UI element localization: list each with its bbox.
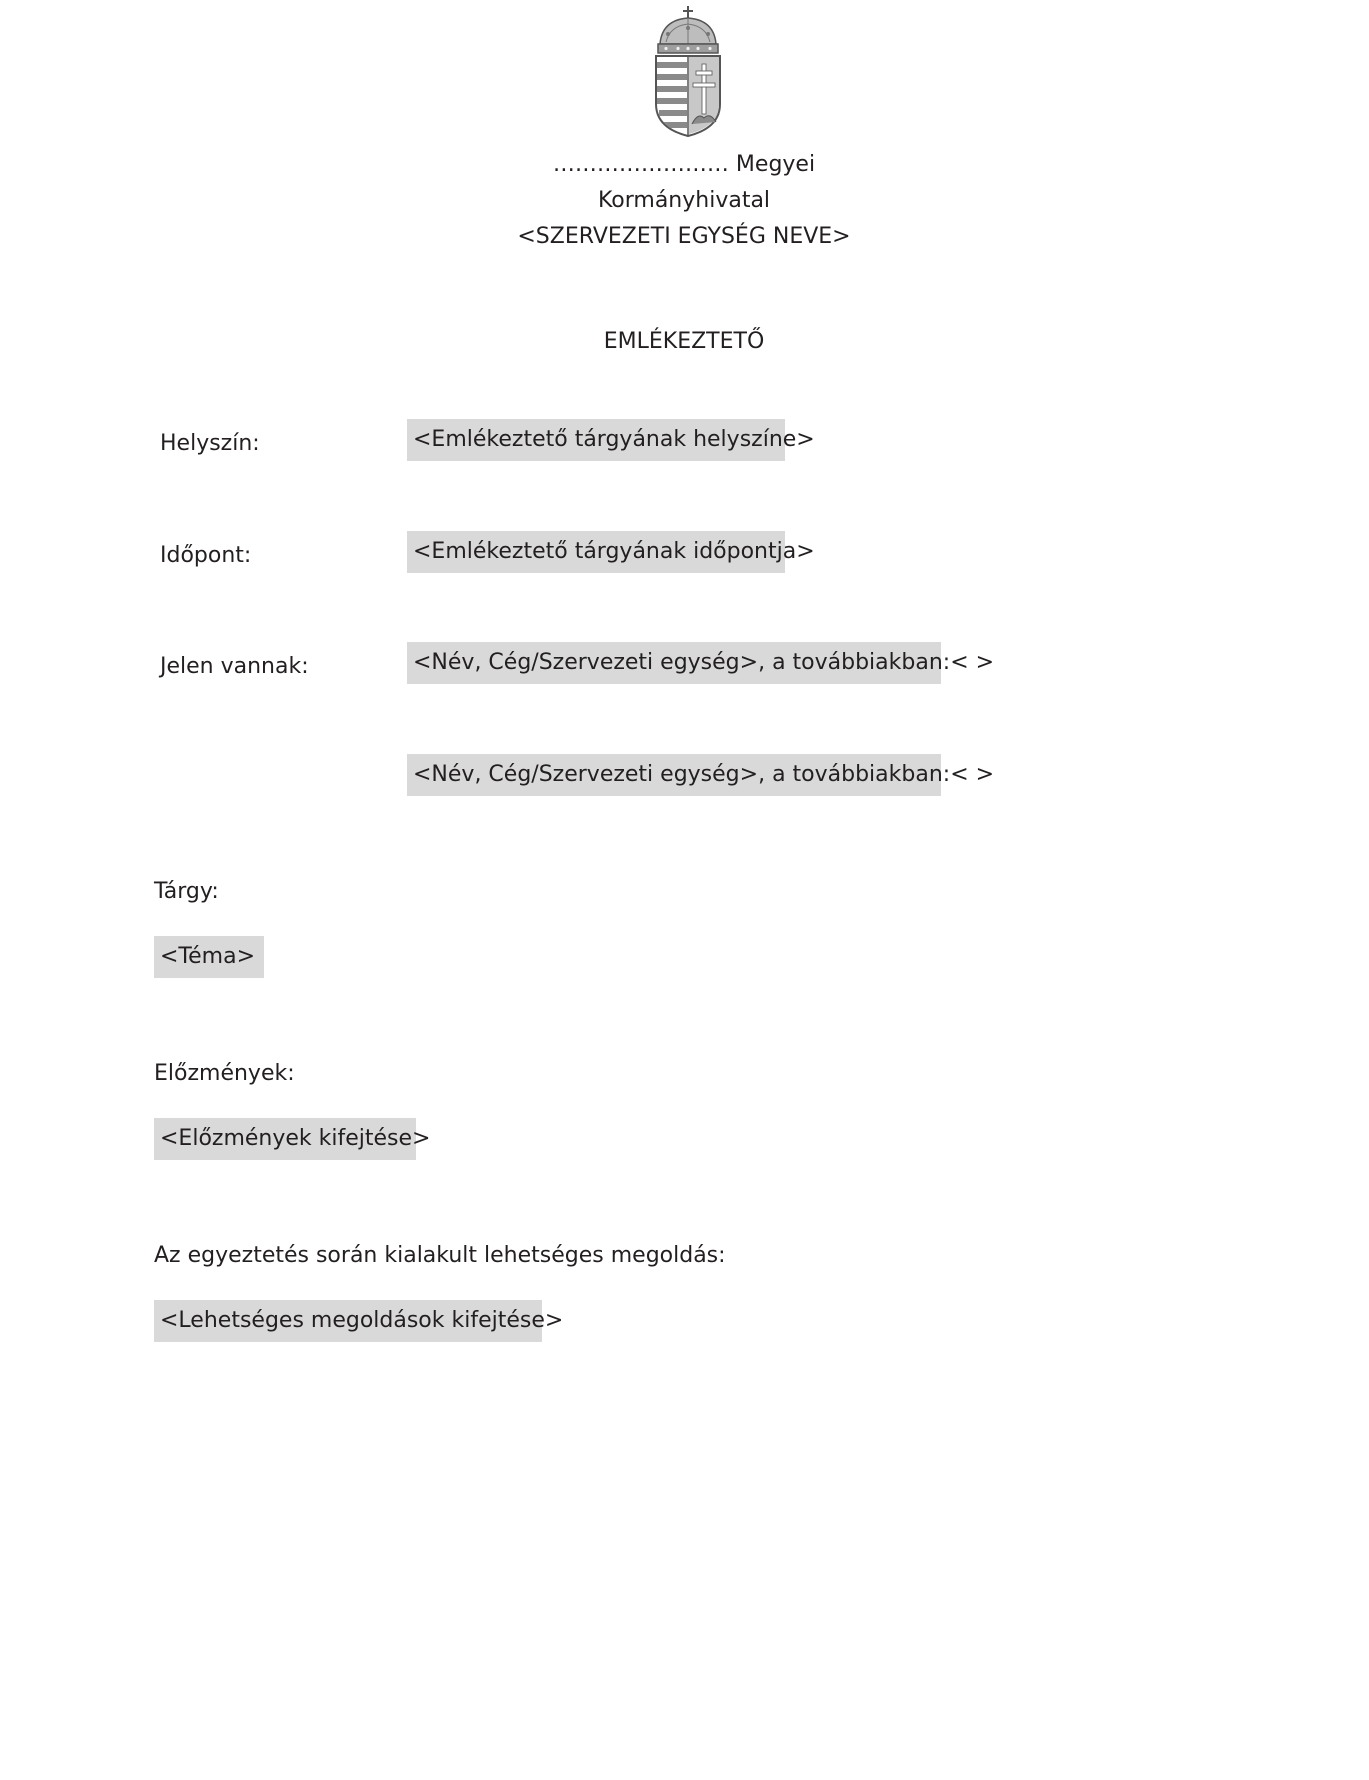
- document-title: EMLÉKEZTETŐ: [603, 329, 765, 354]
- location-label: Helyszín:: [160, 431, 260, 456]
- location-field[interactable]: <Emlékeztető tárgyának helyszíne>: [407, 419, 785, 461]
- subject-label: Tárgy:: [154, 879, 219, 904]
- time-label: Időpont:: [160, 543, 252, 568]
- office-name: Kormányhivatal: [597, 188, 771, 213]
- county-name-placeholder: ……………………: [552, 152, 729, 177]
- subject-field[interactable]: <Téma>: [154, 936, 264, 978]
- organizational-unit-name: <SZERVEZETI EGYSÉG NEVE>: [517, 224, 851, 249]
- county-word: Megyei: [735, 152, 816, 177]
- county-office-line: [384, 150, 984, 180]
- history-field[interactable]: <Előzmények kifejtése>: [154, 1118, 416, 1160]
- solution-label: Az egyeztetés során kialakult lehetséges megoldás:: [154, 1243, 726, 1268]
- history-label: Előzmények:: [154, 1061, 295, 1086]
- solution-field[interactable]: <Lehetséges megoldások kifejtése>: [154, 1300, 542, 1342]
- attendees-label: Jelen vannak:: [160, 654, 309, 679]
- attendee-field-2[interactable]: <Név, Cég/Szervezeti egység>, a továbbiakban:< >: [407, 754, 941, 796]
- attendee-field-1[interactable]: <Név, Cég/Szervezeti egység>, a továbbiakban:< >: [407, 642, 941, 684]
- time-field[interactable]: <Emlékeztető tárgyának időpontja>: [407, 531, 785, 573]
- coat-of-arms-icon: [652, 4, 724, 138]
